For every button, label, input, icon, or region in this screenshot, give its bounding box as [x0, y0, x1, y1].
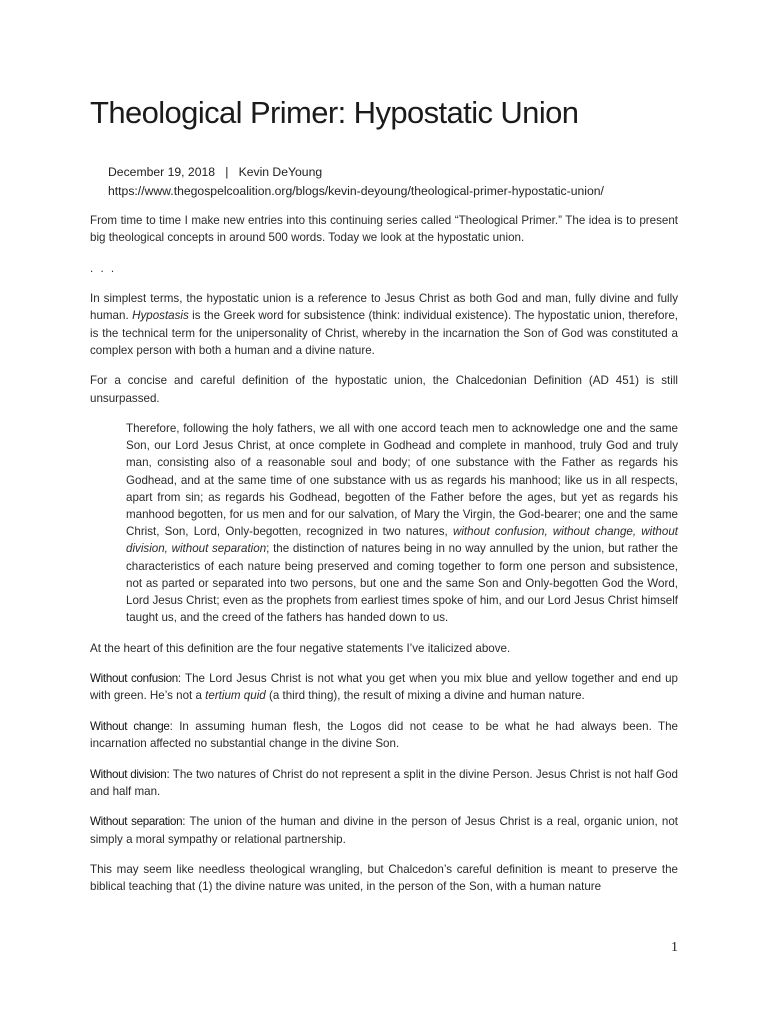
emphasis-text: Hypostasis: [132, 309, 189, 323]
chalcedonian-definition-quote: Therefore, following the holy fathers, we all with one accord teach men to acknowledge one and the same Son, our Lord Jesus Christ, at once complete in Godhead and complete in manhood, truly God and truly man, consisting also of a reasonable soul and body; of one substance with the Father as regards his Godhead, and at the same time of one substance with us as regards his manhood; like us in all respects, apart from sin; as regards his Godhead, begotten of the Father before the ages, but yet as regards his manhood begotten, for us men and for our salvation, of Mary the Virgin, the God-bearer; one and the same Christ, Son, Lord, Only-begotten, recognized in two natures, without confusion, without change, without division, without separation; the distinction of natures being in no way annulled by the union, but rather the characteristics of each nature being preserved and coming together to form one person and subsistence, not as parted or separated into two persons, but one and the same Son and Only-begotten God the Word, Lord Jesus Christ; even as the prophets from earliest times spoke of him, and our Lord Jesus Christ himself taught us, and the creed of the fathers has handed down to us.: [126, 422, 678, 625]
emphasis-text: tertium quid: [205, 689, 266, 703]
without-confusion-paragraph: Without confusion: The Lord Jesus Christ is not what you get when you mix blue and yellow together and end up with green. He’s not a tertium quid (a third thing), the result of mixing a divine and human nature.: [90, 672, 678, 703]
source-url: https://www.thegospelcoalition.org/blogs/kevin-deyoung/theological-primer-hypostatic-union/: [108, 184, 604, 198]
without-change-paragraph: Without change: In assuming human flesh, the Logos did not cease to be what he had always been. The incarnation affected no substantial change in the divine Son.: [90, 719, 678, 751]
heart-paragraph: At the heart of this definition are the four negative statements I’ve italicized above.: [90, 641, 511, 655]
chalcedon-intro-paragraph: For a concise and careful definition of the hypostatic union, the Chalcedonian Definition (AD 451) is still unsurpassed.: [90, 374, 678, 405]
article-meta: [108, 163, 708, 201]
term-heading: Without separation: [90, 815, 183, 829]
author-name: Kevin DeYoung: [238, 165, 323, 179]
closing-paragraph: This may seem like needless theological wrangling, but Chalcedon’s careful definition is meant to preserve the biblical teaching that (1) the divine nature was united, in the person of the Son, with a human nature: [90, 863, 678, 894]
publish-date: December 19, 2018: [108, 165, 216, 179]
document-body: [90, 212, 678, 909]
emphasis-text: without confusion, without change, without division, without separation: [126, 525, 678, 556]
definition-paragraph: In simplest terms, the hypostatic union is a reference to Jesus Christ as both God and man, fully divine and fully human. Hypostasis is the Greek word for subsistence (think: individual existence). The hypostatic union, therefore, is the technical term for the unipersonality of Christ, whereby in the incarnation the Son of God was constituted a complex person with both a human and a divine nature.: [90, 292, 678, 357]
meta-separator: |: [225, 165, 229, 179]
term-heading: Without division: [90, 767, 167, 781]
section-break: . . .: [90, 261, 117, 275]
intro-paragraph: From time to time I make new entries into this continuing series called “Theological Primer.” The idea is to present big theological concepts in around 500 words. Today we look at the hypostatic union.: [90, 214, 678, 245]
byline: [108, 163, 708, 182]
page-number: 1: [671, 940, 678, 955]
document-title: Theological Primer: Hypostatic Union: [90, 95, 579, 130]
without-separation-paragraph: Without separation: The union of the human and divine in the person of Jesus Christ is a real, organic union, not simply a moral sympathy or relational partnership.: [90, 815, 678, 846]
without-division-paragraph: Without division: The two natures of Christ do not represent a split in the divine Person. Jesus Christ is not half God and half man.: [90, 767, 679, 798]
term-heading: Without change: [90, 719, 170, 733]
term-heading: Without confusion: [90, 672, 178, 686]
